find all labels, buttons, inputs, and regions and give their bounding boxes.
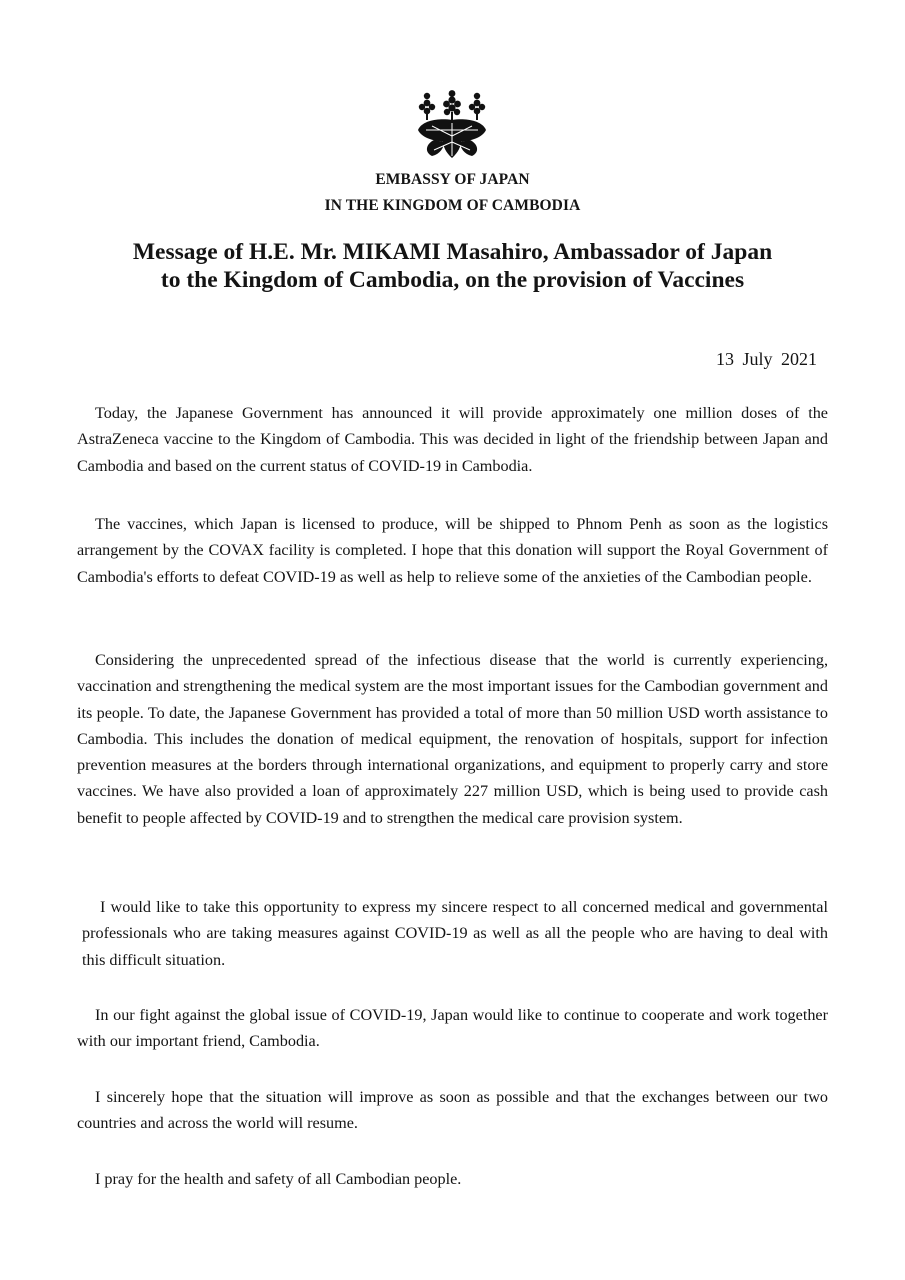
body-paragraph-6: I sincerely hope that the situation will improve as soon as possible and that the exchanges between our two countries and across the world will resume. (77, 1088, 828, 1133)
imperial-paulownia-crest-icon (414, 90, 490, 160)
letter-date: 13 July 2021 (715, 349, 817, 369)
page-title (40, 238, 865, 294)
body-paragraph-4: I would like to take this opportunity to express my sincere respect to all concerned medical and governmental professionals who are taking measures against COVID-19 as well as all the people who are having to deal with this difficult situation. (82, 898, 828, 969)
body-paragraph-1: Today, the Japanese Government has announced it will provide approximately one million doses of the AstraZeneca vaccine to the Kingdom of Cambodia. This was decided in light of the friendship between Japan and Cambodia and based on the current status of COVID-19 in Cambodia. (77, 404, 828, 475)
title-line-2: to the Kingdom of Cambodia, on the provision of Vaccines (160, 267, 745, 293)
embassy-name: EMBASSY OF JAPAN (375, 171, 530, 188)
body-paragraph-3: Considering the unprecedented spread of the infectious disease that the world is currently experiencing, vaccination and strengthening the medical system are the most important issues for the Cambodian government and its people. To date, the Japanese Government has provided a total of more than 50 million USD worth assistance to Cambodia. This includes the donation of medical equipment, the renovation of hospitals, support for infection prevention measures at the borders through international organizations, and equipment to properly carry and store vaccines. We have also provided a loan of approximately 227 million USD, which is being used to provide cash benefit to people affected by COVID-19 and to strengthen the medical care provision system. (77, 651, 828, 827)
body-paragraph-2: The vaccines, which Japan is licensed to produce, will be shipped to Phnom Penh as soon as the logistics arrangement by the COVAX facility is completed. I hope that this donation will support the Royal Government of Cambodia's efforts to defeat COVID-19 as well as help to relieve some of the anxieties of the Cambodian people. (77, 515, 828, 586)
embassy-location: IN THE KINGDOM OF CAMBODIA (324, 197, 581, 214)
body-paragraph-5: In our fight against the global issue of COVID-19, Japan would like to continue to cooperate and work together with our important friend, Cambodia. (77, 1006, 828, 1051)
title-line-1: Message of H.E. Mr. MIKAMI Masahiro, Ambassador of Japan (132, 239, 773, 265)
body-paragraph-7: I pray for the health and safety of all Cambodian people. (95, 1170, 462, 1188)
